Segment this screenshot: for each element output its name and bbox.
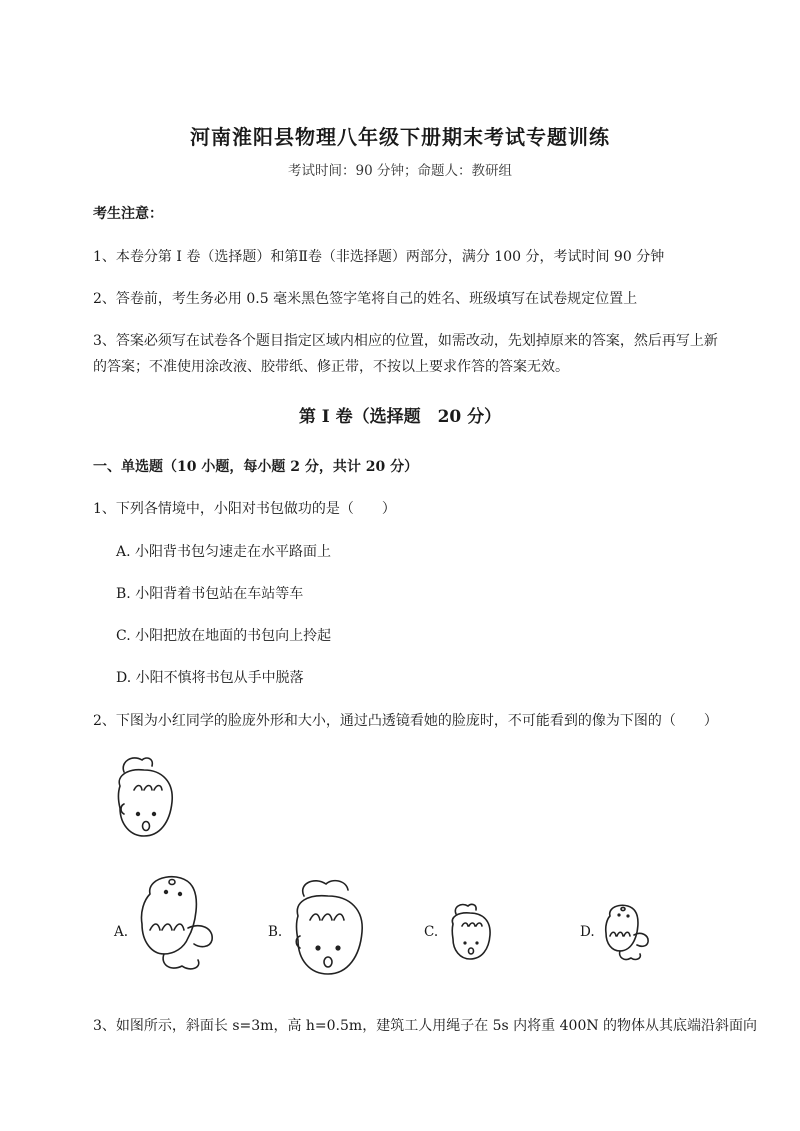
question-3-stem: 3、如图所示，斜面长 s=3m，高 h=0.5m，建筑工人用绳子在 5s 内将重 400N 的物体从其底端沿斜面向 bbox=[93, 1018, 758, 1034]
question-1-option-b: B. 小阳背着书包站在车站等车 bbox=[116, 586, 304, 602]
notice-heading: 考生注意： bbox=[93, 206, 163, 222]
option-b-face-image bbox=[288, 876, 368, 991]
notice-item-3-cont: 的答案；不准使用涂改液、胶带纸、修正带，不按以上要求作答的答案无效。 bbox=[93, 359, 569, 375]
reference-face-image bbox=[110, 752, 180, 847]
question-1-stem: 1、下列各情境中，小阳对书包做功的是（ ） bbox=[93, 501, 396, 517]
question-2-label-d: D. bbox=[580, 924, 595, 940]
option-d-face-image bbox=[598, 900, 650, 966]
notice-item-2: 2、答卷前，考生务必用 0.5 毫米黑色签字笔将自己的姓名、班级填写在试卷规定位置上 bbox=[93, 291, 638, 307]
question-1-option-d: D. 小阳不慎将书包从手中脱落 bbox=[116, 670, 304, 686]
question-2-label-a: A. bbox=[114, 924, 129, 940]
notice-item-1: 1、本卷分第 I 卷（选择题）和第Ⅱ卷（非选择题）两部分，满分 100 分，考试时间 90 分钟 bbox=[93, 249, 665, 265]
option-a-face-image bbox=[130, 868, 220, 983]
notice-item-3: 3、答案必须写在试卷各个题目指定区域内相应的位置，如需改动，先划掉原来的答案，然后再写上新 bbox=[93, 333, 718, 349]
part-heading: 一、单选题（10 小题，每小题 2 分，共计 20 分） bbox=[93, 459, 419, 475]
question-2-label-c: C. bbox=[424, 924, 439, 940]
page-subtitle: 考试时间：90 分钟；命题人：教研组 bbox=[288, 163, 512, 179]
question-2-stem: 2、下图为小红同学的脸庞外形和大小，通过凸透镜看她的脸庞时，不可能看到的像为下图的（ ） bbox=[93, 713, 718, 729]
question-1-option-a: A. 小阳背书包匀速走在水平路面上 bbox=[116, 544, 332, 560]
question-1-option-c: C. 小阳把放在地面的书包向上拎起 bbox=[116, 628, 332, 644]
page-title: 河南淮阳县物理八年级下册期末考试专题训练 bbox=[190, 125, 610, 149]
section-title: 第 I 卷（选择题 20 分） bbox=[298, 407, 502, 427]
question-2-label-b: B. bbox=[268, 924, 283, 940]
option-c-face-image bbox=[446, 900, 496, 970]
